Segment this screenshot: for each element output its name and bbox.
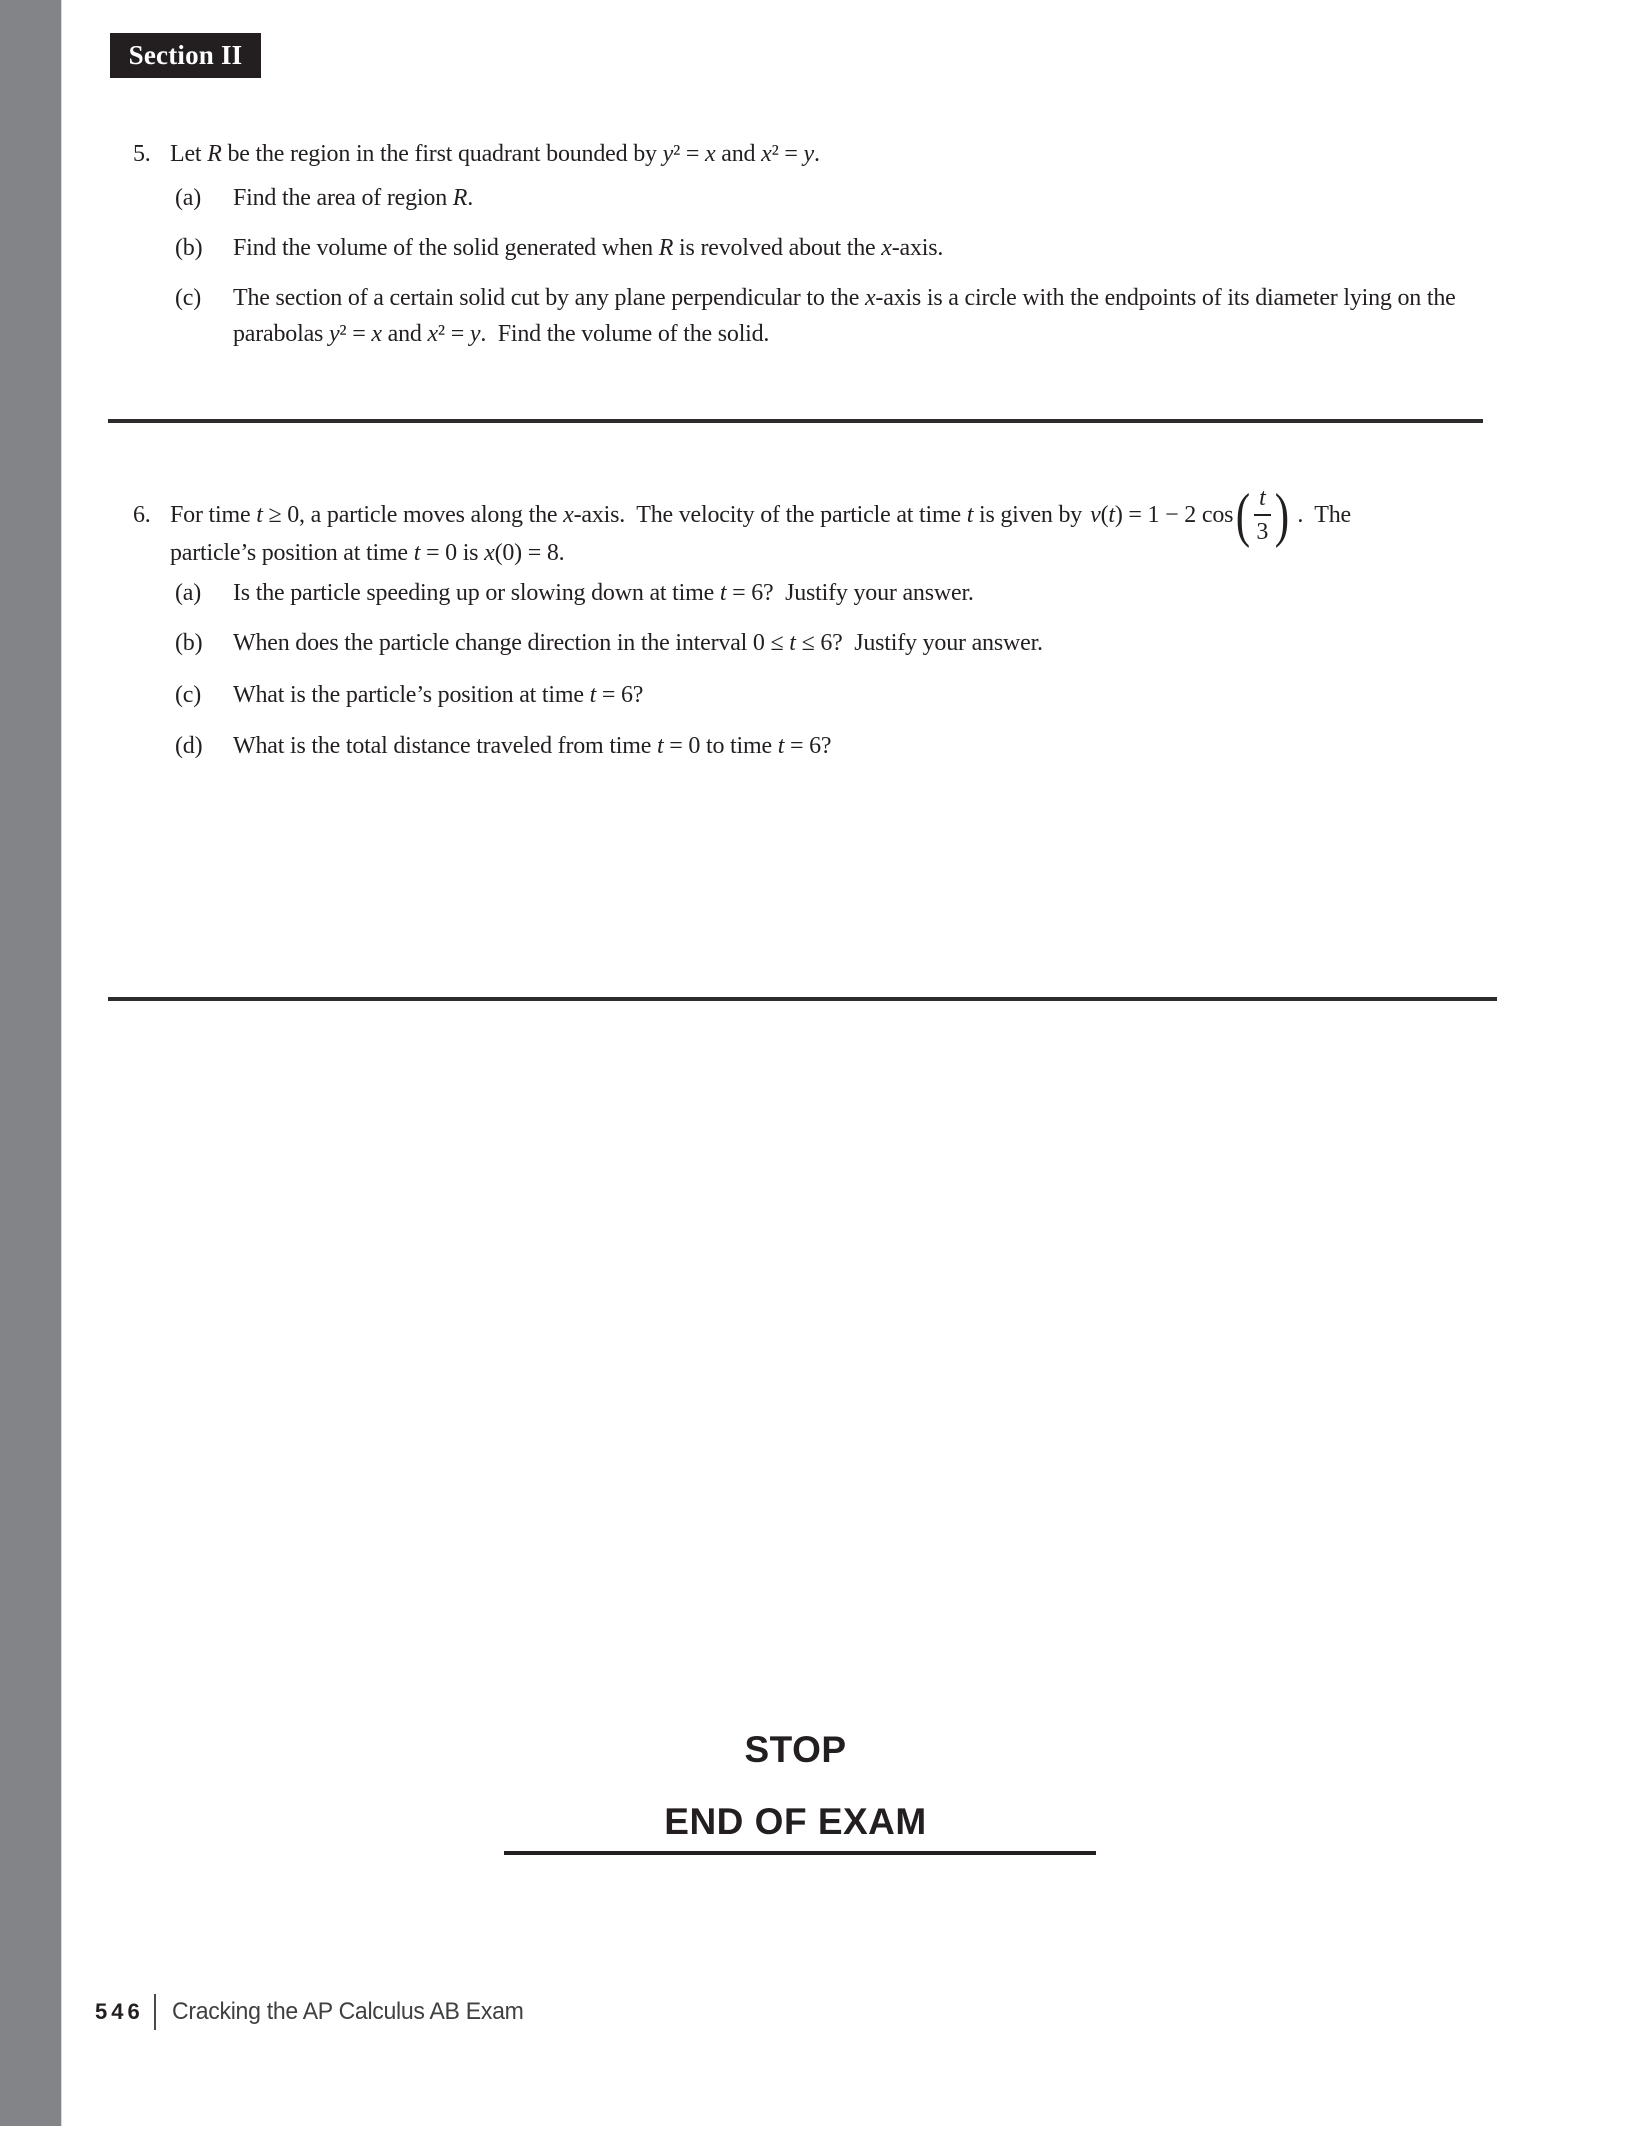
item-text: When does the particle change direction in the interval 0 ≤ t ≤ 6? Justify your answer. — [233, 630, 1043, 656]
question-6-item-d — [175, 728, 831, 764]
book-title: Cracking the AP Calculus AB Exam — [171, 1998, 524, 2025]
question-5 — [133, 136, 820, 172]
item-label: (a) — [175, 580, 202, 606]
page-number: 546 — [95, 1999, 144, 2024]
section-divider-2 — [108, 997, 1497, 1001]
question-5-number: 5. — [133, 141, 151, 167]
formula-open-paren: ( — [1100, 501, 1109, 528]
item-text: What is the particle’s position at time t = 6? — [233, 682, 644, 708]
section-badge-label: Section II — [128, 40, 243, 70]
formula-rest: ) = 1 − 2 cos — [1114, 501, 1234, 528]
stop-heading: STOP — [744, 1729, 847, 1770]
formula-fraction — [1254, 486, 1270, 544]
question-5-item-b — [175, 230, 943, 266]
page-footer — [95, 1994, 538, 2030]
formula-arg: t — [1108, 501, 1115, 528]
question-6-item-c — [175, 677, 643, 713]
footer-separator — [154, 1994, 156, 2030]
item-label: (b) — [175, 630, 203, 656]
item-label: (a) — [175, 185, 202, 211]
question-6-stem-line2: particle’s position at time t = 0 is x(0) = 8. — [170, 540, 565, 566]
page-spine-bar — [0, 0, 62, 2126]
question-6-stem-line1-end: . The — [1297, 501, 1352, 528]
item-text: Is the particle speeding up or slowing down at time t = 6? Justify your answer. — [233, 580, 974, 606]
item-label: (c) — [175, 682, 202, 708]
end-of-exam-rule — [504, 1851, 1096, 1855]
item-text: Find the area of region R. — [233, 185, 474, 211]
item-text: What is the total distance traveled from time t = 0 to time t = 6? — [233, 733, 832, 759]
question-5-item-c — [175, 280, 1495, 352]
question-5-stem: Let R be the region in the first quadrant bounded by y² = x and x² = y. — [170, 141, 820, 167]
formula-big-close-paren: ) — [1274, 481, 1289, 548]
section-divider-1 — [108, 419, 1483, 423]
end-of-exam-heading: END OF EXAM — [664, 1801, 927, 1842]
item-label: (c) — [175, 285, 202, 311]
section-badge — [110, 33, 261, 78]
item-text: Find the volume of the solid generated when R is revolved about the x-axis. — [233, 235, 944, 261]
question-6-item-a — [175, 575, 974, 611]
formula-v: v — [1090, 501, 1101, 528]
question-5-item-a — [175, 180, 473, 216]
item-label: (b) — [175, 235, 203, 261]
item-label: (d) — [175, 733, 203, 759]
fraction-denominator: 3 — [1256, 519, 1269, 545]
item-text: The section of a certain solid cut by any plane perpendicular to the x-axis is a circle with the endpoints of its diameter lying on the parabolas y² = x and x² = y. Find the volume of the solid. — [233, 285, 1456, 347]
formula-big-open-paren: ( — [1236, 481, 1251, 548]
question-6-item-b — [175, 625, 1043, 661]
question-6-stem-line1: For time t ≥ 0, a particle moves along the x-axis. The velocity of the particle at time t is given by — [170, 501, 1083, 528]
velocity-formula — [1090, 481, 1291, 548]
fraction-numerator: t — [1259, 485, 1266, 511]
question-6-number: 6. — [133, 501, 151, 528]
